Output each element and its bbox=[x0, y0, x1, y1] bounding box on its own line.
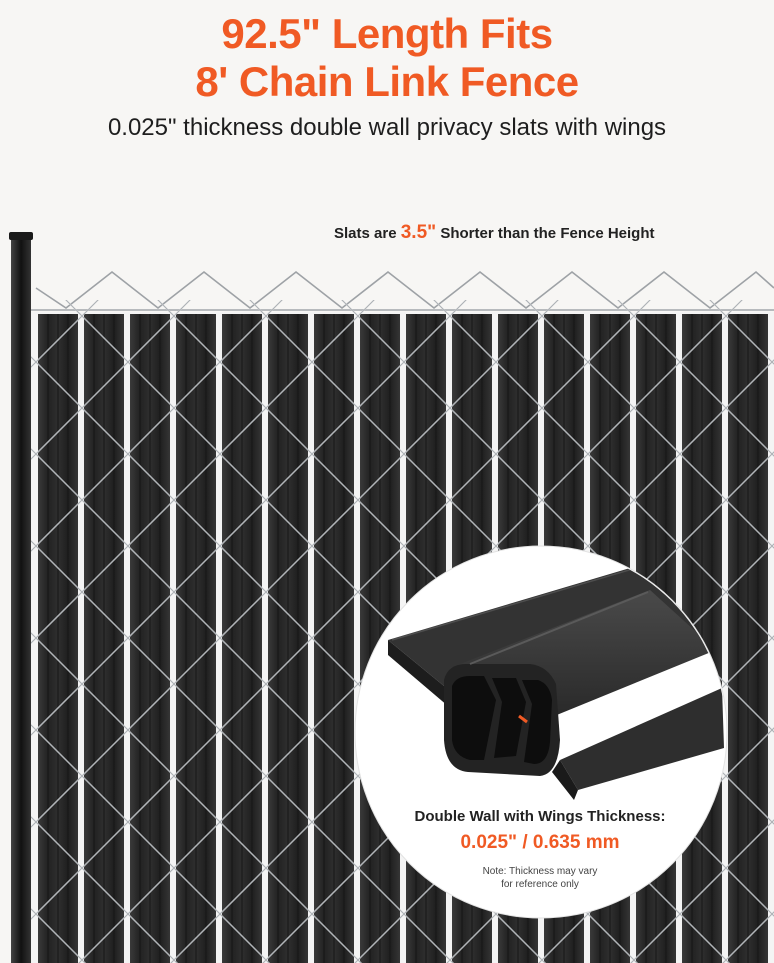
slat-note-value: 3.5" bbox=[400, 222, 437, 243]
thickness-note-line-2: for reference only bbox=[501, 879, 579, 890]
slat-note-suffix: Shorter than the Fence Height bbox=[440, 225, 655, 242]
fence-post bbox=[11, 236, 31, 963]
headline-line-1: 92.5" Length Fits bbox=[221, 10, 553, 57]
thickness-label: Double Wall with Wings Thickness: bbox=[414, 808, 666, 825]
thickness-value: 0.025" / 0.635 mm bbox=[460, 832, 620, 853]
subtitle: 0.025" thickness double wall privacy slats with wings bbox=[107, 114, 667, 141]
headline-line-2: 8' Chain Link Fence bbox=[195, 58, 579, 105]
thickness-note-line-1: Note: Thickness may vary bbox=[482, 866, 598, 877]
slat-height-note bbox=[334, 222, 655, 244]
post-cap bbox=[9, 232, 33, 240]
thickness-note bbox=[372, 865, 708, 891]
slat-note-prefix: Slats are bbox=[334, 225, 397, 242]
callout-text bbox=[372, 808, 708, 891]
